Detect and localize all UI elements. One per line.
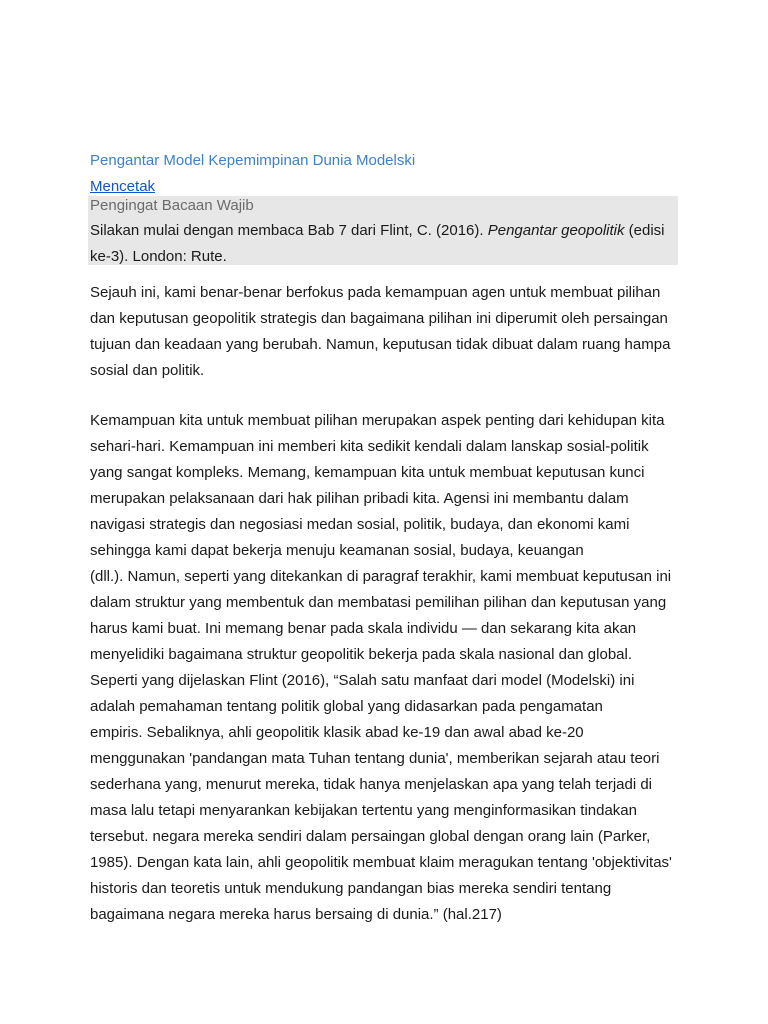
reminder-text: [90, 218, 676, 270]
paragraph-line: sehingga kami dapat bekerja menuju keamanan sosial, budaya, keuangan: [90, 542, 584, 559]
paragraph-line: yang sangat kompleks. Memang, kemampuan kita untuk membuat keputusan kunci: [90, 464, 645, 481]
paragraph-line: tersebut. negara mereka sendiri dalam persaingan global dengan orang lain (Parker,: [90, 828, 651, 845]
paragraph-line: masa lalu tetapi menyarankan kebijakan tertentu yang menginformasikan tindakan: [90, 802, 637, 819]
reminder-book-title: Pengantar geopolitik: [487, 222, 625, 239]
paragraph-line: adalah pemahaman tentang politik global yang didasarkan pada pengamatan: [90, 698, 603, 715]
paragraph-line: tujuan dan keadaan yang berubah. Namun, keputusan tidak dibuat dalam ruang hampa: [90, 336, 671, 353]
paragraph-line: navigasi strategis dan negosiasi medan sosial, politik, budaya, dan ekonomi kami: [90, 516, 630, 533]
paragraph-line: Sejauh ini, kami benar-benar berfokus pada kemampuan agen untuk membuat pilihan: [90, 284, 661, 301]
body-paragraph-1: [90, 280, 680, 384]
paragraph-line: dan keputusan geopolitik strategis dan bagaimana pilihan ini diperumit oleh persaingan: [90, 310, 668, 327]
print-link[interactable]: Mencetak: [90, 178, 156, 195]
reminder-heading: Pengingat Bacaan Wajib: [90, 197, 254, 214]
paragraph-line: sosial dan politik.: [90, 362, 205, 379]
paragraph-line: dalam struktur yang membentuk dan membatasi pemilihan pilihan dan keputusan yang: [90, 594, 667, 611]
body-paragraph-2: [90, 408, 680, 928]
paragraph-line: Kemampuan kita untuk membuat pilihan merupakan aspek penting dari kehidupan kita: [90, 412, 665, 429]
paragraph-line: (dll.). Namun, seperti yang ditekankan di paragraf terakhir, kami membuat keputusan ini: [90, 568, 672, 585]
paragraph-line: sehari-hari. Kemampuan ini memberi kita sedikit kendali dalam lanskap sosial-politik: [90, 438, 649, 455]
paragraph-line: menggunakan 'pandangan mata Tuhan tentang dunia', memberikan sejarah atau teori: [90, 750, 660, 767]
paragraph-line: menyelidiki bagaimana struktur geopolitik bekerja pada skala nasional dan global.: [90, 646, 632, 663]
reminder-text-before: Silakan mulai dengan membaca Bab 7 dari Flint, C. (2016).: [90, 222, 488, 239]
reading-reminder-box: [88, 196, 678, 265]
paragraph-line: merupakan pelaksanaan dari hak pilihan pribadi kita. Agensi ini membantu dalam: [90, 490, 629, 507]
paragraph-line: empiris. Sebaliknya, ahli geopolitik klasik abad ke-19 dan awal abad ke-20: [90, 724, 584, 741]
reminder-text-after: (edisi ke-3). London: Rute.: [90, 222, 665, 265]
page-title: Pengantar Model Kepemimpinan Dunia Modelski: [90, 152, 416, 169]
paragraph-line: historis dan teoretis untuk mendukung pandangan bias mereka sendiri tentang: [90, 880, 612, 897]
paragraph-line: bagaimana negara mereka harus bersaing di dunia.” (hal.217): [90, 906, 502, 923]
paragraph-line: harus kami buat. Ini memang benar pada skala individu — dan sekarang kita akan: [90, 620, 637, 637]
paragraph-line: sederhana yang, menurut mereka, tidak hanya menjelaskan apa yang telah terjadi di: [90, 776, 653, 793]
paragraph-line: Seperti yang dijelaskan Flint (2016), “Salah satu manfaat dari model (Modelski) ini: [90, 672, 635, 689]
paragraph-line: 1985). Dengan kata lain, ahli geopolitik membuat klaim meragukan tentang 'objektivitas': [90, 854, 672, 871]
